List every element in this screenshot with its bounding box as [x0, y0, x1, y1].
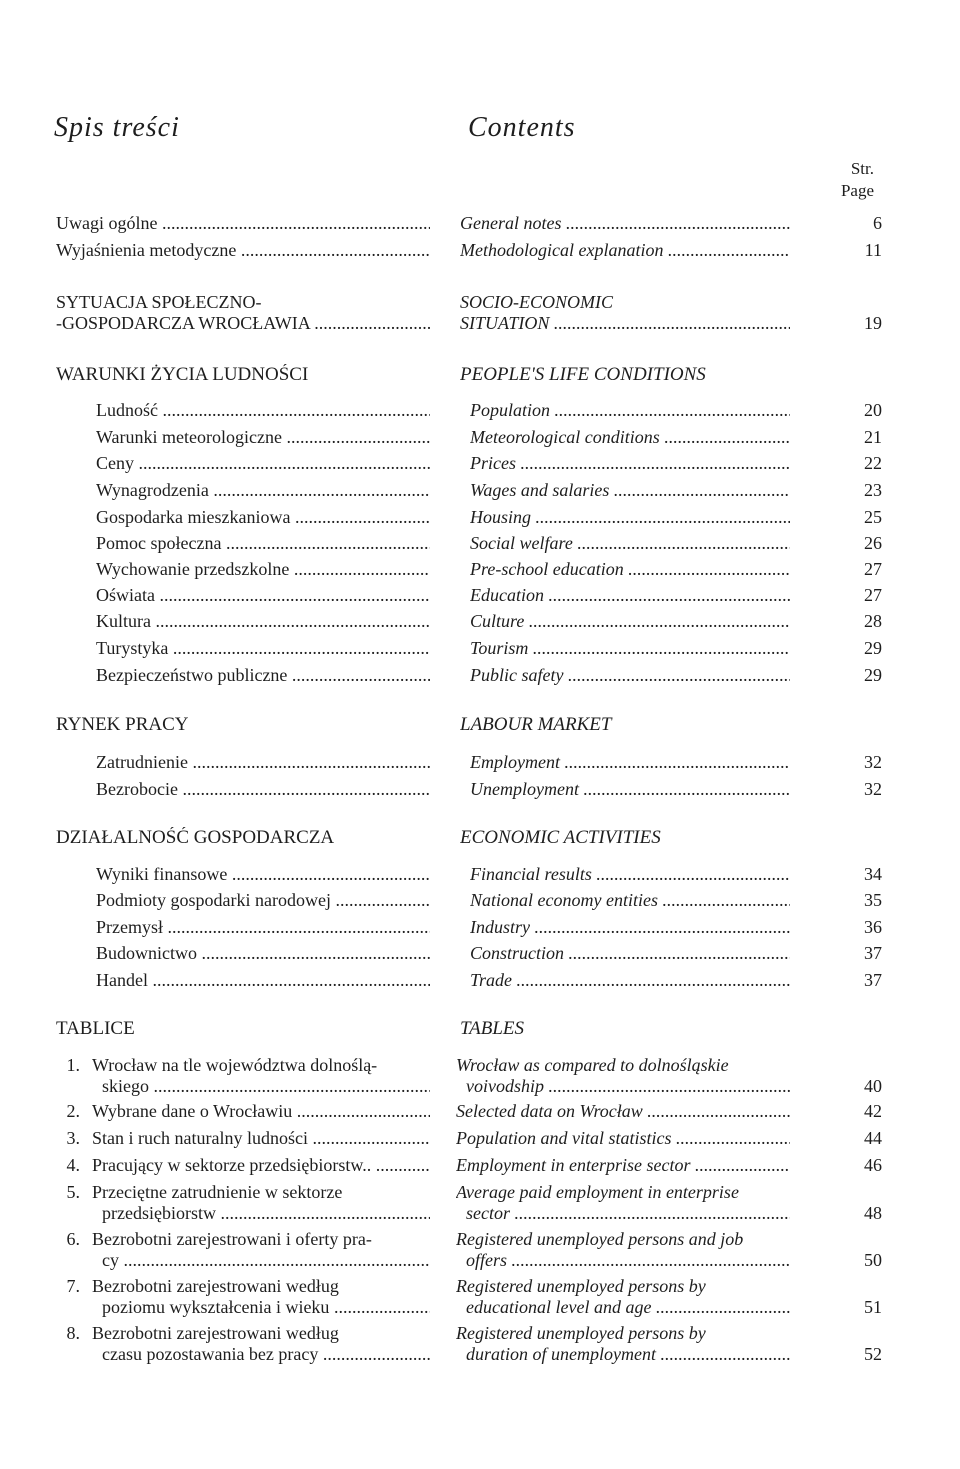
heading-english: Contents	[468, 112, 576, 143]
entry-title-english: LABOUR MARKET	[460, 714, 612, 735]
entry-title-polish: Turystyka .....	[96, 638, 430, 659]
page-number: 46	[864, 1155, 882, 1175]
entry-title-polish: Bezpieczeństwo publiczne .....	[96, 665, 430, 686]
entry-title-polish: Oświata .....	[96, 585, 430, 606]
entry-title-english: Registered unemployed persons by	[456, 1323, 706, 1343]
entry-title-english: TABLES	[460, 1018, 525, 1039]
entry-title-english-cont: duration of unemployment .....	[466, 1344, 790, 1365]
entry-title-polish: Przemysł .....	[96, 917, 430, 938]
entry-title-english: Selected data on Wrocław .....	[456, 1101, 790, 1122]
page-number: 50	[864, 1250, 882, 1270]
page-number: 44	[864, 1128, 882, 1148]
entry-title-english: Tourism .....	[470, 638, 790, 659]
page-number: 40	[864, 1076, 882, 1096]
page-number: 27	[864, 559, 882, 579]
page-label: Page	[840, 181, 874, 200]
entry-title-polish: Wyniki finansowe .....	[96, 864, 430, 885]
table-number: 7.	[66, 1276, 80, 1296]
entry-title-polish: TABLICE	[56, 1018, 135, 1039]
table-number: 1.	[66, 1055, 80, 1075]
entry-title-polish-cont: skiego .....	[102, 1076, 430, 1097]
heading-polish: Spis treści	[54, 112, 180, 143]
entry-title-polish-cont: przedsiębiorstw .....	[102, 1203, 430, 1224]
page-number: 21	[864, 427, 882, 447]
entry-title-polish: Podmioty gospodarki narodowej .....	[96, 890, 430, 911]
entry-title-english: Registered unemployed persons and job	[456, 1229, 744, 1249]
page-number: 25	[864, 507, 882, 527]
entry-title-english-cont: sector .....	[466, 1203, 790, 1224]
page-number: 11	[864, 240, 882, 260]
entry-title-polish: Wrocław na tle województwa dolnoślą-	[92, 1055, 378, 1075]
entry-title-polish: Wybrane dane o Wrocławiu .....	[92, 1101, 430, 1122]
entry-title-english: Population .....	[470, 400, 790, 421]
entry-title-english: Prices .....	[470, 453, 790, 474]
page-number: 29	[864, 638, 882, 658]
entry-title-polish: Bezrobocie .....	[96, 779, 430, 800]
entry-title-english: Public safety .....	[470, 665, 790, 686]
entry-title-english: Pre-school education .....	[470, 559, 790, 580]
entry-title-english: Employment in enterprise sector .....	[456, 1155, 790, 1176]
page-number: 36	[864, 917, 882, 937]
entry-title-polish: Przeciętne zatrudnienie w sektorze	[92, 1182, 343, 1202]
entry-title-polish: SYTUACJA SPOŁECZNO-	[56, 292, 262, 312]
str-label: Str.	[850, 159, 874, 178]
page-number: 51	[864, 1297, 882, 1317]
page-number: 28	[864, 611, 882, 631]
entry-title-polish-cont: poziomu wykształcenia i wieku .....	[102, 1297, 430, 1318]
page-number: 42	[864, 1101, 882, 1121]
entry-title-english-cont: voivodship .....	[466, 1076, 790, 1097]
entry-title-english: Wages and salaries .....	[470, 480, 790, 501]
entry-title-polish: Bezrobotni zarejestrowani i oferty pra-	[92, 1229, 372, 1249]
page-number: 6	[873, 213, 882, 233]
entry-title-polish: Warunki meteorologiczne .....	[96, 427, 430, 448]
entry-title-english: Methodological explanation .....	[460, 240, 790, 261]
table-number: 8.	[66, 1323, 80, 1343]
entry-title-polish: RYNEK PRACY	[56, 714, 189, 735]
page-number: 26	[864, 533, 882, 553]
entry-title-english: Meteorological conditions .....	[470, 427, 790, 448]
page-number: 27	[864, 585, 882, 605]
entry-title-english: Culture .....	[470, 611, 790, 632]
entry-title-polish: Ceny .....	[96, 453, 430, 474]
entry-title-english: Financial results .....	[470, 864, 790, 885]
entry-title-polish: Pomoc społeczna .....	[96, 533, 430, 554]
entry-title-english: Average paid employment in enterprise	[456, 1182, 739, 1202]
entry-title-polish: Handel .....	[96, 970, 430, 991]
entry-title-polish: WARUNKI ŻYCIA LUDNOŚCI	[56, 364, 309, 385]
page-number: 52	[864, 1344, 882, 1364]
entry-title-english: Registered unemployed persons by	[456, 1276, 706, 1296]
entry-title-english: ECONOMIC ACTIVITIES	[460, 827, 661, 848]
page-number: 37	[864, 943, 882, 963]
entry-title-english: Social welfare .....	[470, 533, 790, 554]
table-number: 3.	[66, 1128, 80, 1148]
entry-title-polish: Uwagi ogólne .....	[56, 213, 430, 234]
entry-title-english: PEOPLE'S LIFE CONDITIONS	[460, 364, 706, 385]
entry-title-polish: Zatrudnienie .....	[96, 752, 430, 773]
entry-title-polish: Stan i ruch naturalny ludności .....	[92, 1128, 430, 1149]
entry-title-polish: Budownictwo .....	[96, 943, 430, 964]
entry-title-polish: DZIAŁALNOŚĆ GOSPODARCZA	[56, 827, 335, 848]
entry-title-english: SOCIO-ECONOMIC	[460, 292, 613, 312]
entry-title-english-cont: SITUATION .....	[460, 313, 790, 334]
entry-title-english: Wrocław as compared to dolnośląskie	[456, 1055, 729, 1075]
entry-title-polish: Wynagrodzenia .....	[96, 480, 430, 501]
page-number: 32	[864, 779, 882, 799]
entry-title-polish: Bezrobotni zarejestrowani według	[92, 1276, 339, 1296]
entry-title-english: National economy entities .....	[470, 890, 790, 911]
page-number: 32	[864, 752, 882, 772]
entry-title-english: Employment .....	[470, 752, 790, 773]
entry-title-english: Trade .....	[470, 970, 790, 991]
page-number: 37	[864, 970, 882, 990]
entry-title-polish-cont: -GOSPODARCZA WROCŁAWIA .....	[56, 313, 430, 334]
entry-title-polish: Ludność .....	[96, 400, 430, 421]
page-number: 35	[864, 890, 882, 910]
entry-title-polish: Gospodarka mieszkaniowa .....	[96, 507, 430, 528]
page-number: 20	[864, 400, 882, 420]
page-number: 23	[864, 480, 882, 500]
entry-title-polish: Pracujący w sektorze przedsiębiorstw.. .....	[92, 1155, 430, 1176]
entry-title-english: Housing .....	[470, 507, 790, 528]
table-number: 5.	[66, 1182, 80, 1202]
table-number: 2.	[66, 1101, 80, 1121]
page-number: 29	[864, 665, 882, 685]
entry-title-polish: Wyjaśnienia metodyczne .....	[56, 240, 430, 261]
table-number: 6.	[66, 1229, 80, 1249]
entry-title-english: General notes .....	[460, 213, 790, 234]
entry-title-english: Construction .....	[470, 943, 790, 964]
entry-title-english: Industry .....	[470, 917, 790, 938]
page-number: 19	[864, 313, 882, 333]
entry-title-english-cont: educational level and age .....	[466, 1297, 790, 1318]
entry-title-polish: Wychowanie przedszkolne .....	[96, 559, 430, 580]
page-number: 34	[864, 864, 882, 884]
table-number: 4.	[66, 1155, 80, 1175]
entry-title-polish-cont: czasu pozostawania bez pracy .....	[102, 1344, 430, 1365]
entry-title-english-cont: offers .....	[466, 1250, 790, 1271]
entry-title-english: Unemployment .....	[470, 779, 790, 800]
entry-title-english: Population and vital statistics .....	[456, 1128, 790, 1149]
entry-title-polish: Bezrobotni zarejestrowani według	[92, 1323, 339, 1343]
entry-title-english: Education .....	[470, 585, 790, 606]
entry-title-polish-cont: cy .....	[102, 1250, 430, 1271]
entry-title-polish: Kultura .....	[96, 611, 430, 632]
page-number: 22	[864, 453, 882, 473]
page-number: 48	[864, 1203, 882, 1223]
